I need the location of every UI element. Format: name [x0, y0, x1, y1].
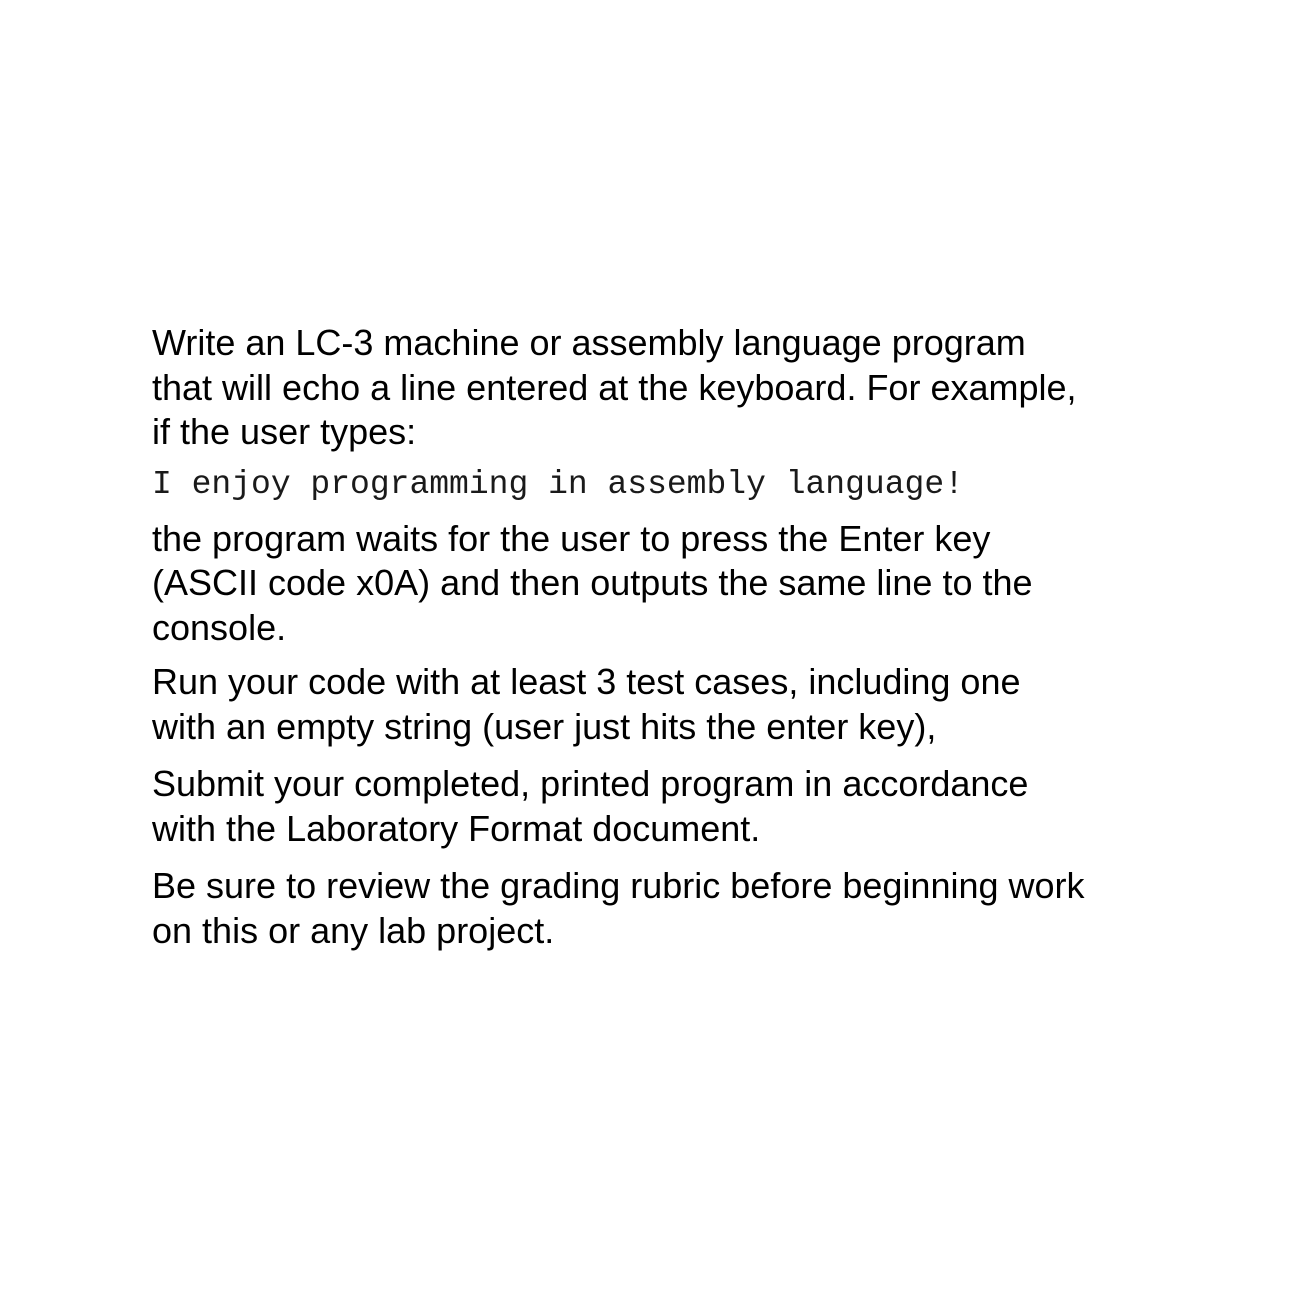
assignment-text [152, 321, 1152, 953]
example-input-code: I enjoy programming in assembly language! [152, 465, 964, 503]
intro-paragraph: Write an LC-3 machine or assembly language program that will echo a line entered at the keyboard. For example, if the user types: [152, 322, 1077, 452]
test-cases-paragraph: Run your code with at least 3 test cases, including one with an empty string (user just hits the enter key), [152, 661, 1021, 747]
submission-paragraph: Submit your completed, printed program in accordance with the Laboratory Format document. [152, 763, 1029, 849]
behavior-paragraph: the program waits for the user to press the Enter key (ASCII code x0A) and then outputs the same line to the console. [152, 517, 1033, 648]
rubric-paragraph: Be sure to review the grading rubric before beginning work on this or any lab project. [152, 865, 1085, 951]
